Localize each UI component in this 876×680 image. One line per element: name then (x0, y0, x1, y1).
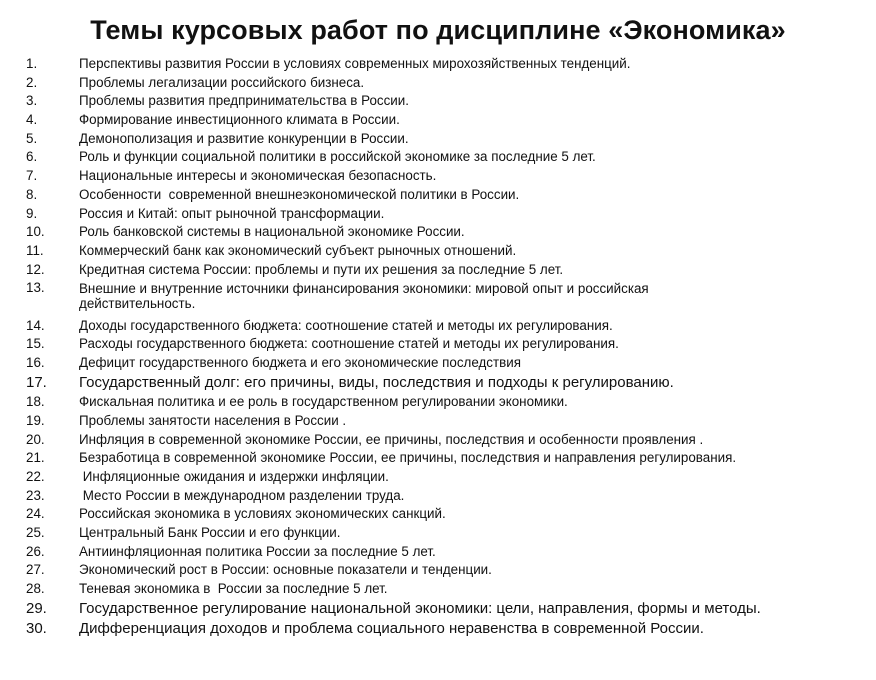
topic-text: Перспективы развития России в условиях современных мирохозяйственных тенденций. (79, 56, 631, 71)
topic-text: Проблемы легализации российского бизнеса. (79, 74, 365, 90)
topic-text: Теневая экономика в России за последние 5 лет. (79, 581, 388, 597)
topic-item (0, 619, 876, 640)
topic-text: Дефицит государственного бюджета и его экономические последствия (79, 355, 521, 371)
topic-text: Роль банковской системы в национальной экономике России. (79, 224, 465, 240)
topic-number: 2. (26, 74, 38, 90)
topic-text: Внешние и внутренние источники финансирования экономики: мировой опыт и российская действительность. (79, 281, 649, 312)
topic-item (0, 74, 876, 93)
topic-text: Государственное регулирование национальной экономики: цели, направления, формы и методы. (79, 599, 761, 617)
topic-item (0, 487, 876, 506)
topic-number: 7. (26, 168, 38, 184)
topic-text: Дифференциация доходов и проблема социального неравенства в современной России. (79, 620, 704, 638)
topic-item (0, 92, 876, 111)
topic-text: Доходы государственного бюджета: соотношение статей и методы их регулирования. (79, 317, 613, 333)
topic-number: 13. (26, 280, 45, 296)
topic-item (0, 354, 876, 373)
topic-number: 17. (26, 373, 47, 391)
topic-item (0, 55, 876, 74)
topic-text: Коммерческий банк как экономический субъект рыночных отношений. (79, 242, 517, 258)
topic-number: 9. (26, 205, 38, 221)
topic-number: 27. (26, 562, 45, 578)
topic-item (0, 167, 876, 186)
topic-number: 1. (26, 56, 38, 71)
topic-item (0, 449, 876, 468)
topic-number: 12. (26, 261, 45, 277)
topic-number: 15. (26, 336, 45, 352)
topic-number: 16. (26, 355, 45, 371)
topic-number: 3. (26, 93, 38, 109)
topic-number: 18. (26, 394, 45, 410)
topic-text: Кредитная система России: проблемы и пути их решения за последние 5 лет. (79, 261, 564, 277)
topic-number: 14. (26, 317, 45, 333)
topic-number: 6. (26, 149, 38, 165)
topic-list (0, 55, 876, 640)
topic-number: 29. (26, 599, 47, 617)
topic-text: Особенности современной внешнеэкономической политики в России. (79, 186, 520, 202)
topic-item (0, 335, 876, 354)
topic-number: 28. (26, 581, 45, 597)
topic-item (0, 242, 876, 261)
topic-item (0, 431, 876, 450)
topic-number: 11. (26, 242, 44, 258)
topic-item (0, 393, 876, 412)
topic-number: 30. (26, 620, 47, 638)
topic-item (0, 561, 876, 580)
topic-text: Роль и функции социальной политики в российской экономике за последние 5 лет. (79, 149, 596, 165)
topic-number: 8. (26, 186, 38, 202)
topic-number: 20. (26, 431, 45, 447)
page-title: Темы курсовых работ по дисциплине «Экономика» (90, 15, 786, 45)
topic-text: Формирование инвестиционного климата в России. (79, 112, 400, 128)
topic-number: 19. (26, 412, 45, 428)
topic-item (0, 261, 876, 280)
topic-text: Национальные интересы и экономическая безопасность. (79, 168, 437, 184)
topic-item (0, 505, 876, 524)
topic-item (0, 599, 876, 620)
topic-number: 23. (26, 487, 45, 503)
topic-text: Проблемы развития предпринимательства в России. (79, 93, 409, 109)
topic-item (0, 412, 876, 431)
topic-text: Демонополизация и развитие конкуренции в России. (79, 130, 409, 146)
topic-item (0, 543, 876, 562)
topic-number: 22. (26, 468, 45, 484)
topic-text: Россия и Китай: опыт рыночной трансформации. (79, 205, 385, 221)
topic-number: 10. (26, 224, 45, 240)
topic-item (0, 317, 876, 336)
topic-item (0, 186, 876, 205)
topic-text: Антиинфляционная политика России за последние 5 лет. (79, 543, 436, 559)
topic-text: Расходы государственного бюджета: соотношение статей и методы их регулирования. (79, 336, 619, 352)
topic-item (0, 205, 876, 224)
topic-text: Безработица в современной экономике России, ее причины, последствия и направления регулирования. (79, 450, 737, 466)
topic-item (0, 468, 876, 487)
topic-item (0, 580, 876, 599)
topic-text: Инфляционные ожидания и издержки инфляции. (79, 468, 389, 484)
topic-number: 26. (26, 543, 45, 559)
topic-text: Экономический рост в России: основные показатели и тенденции. (79, 562, 492, 578)
topic-item (0, 111, 876, 130)
topic-number: 5. (26, 130, 38, 146)
topic-text: Государственный долг: его причины, виды, последствия и подходы к регулированию. (79, 373, 674, 391)
topic-item (0, 279, 876, 316)
topic-item (0, 130, 876, 149)
topic-text: Инфляция в современной экономике России, ее причины, последствия и особенности проявления . (79, 431, 704, 447)
topic-text: Центральный Банк России и его функции. (79, 525, 341, 541)
topic-number: 21. (26, 450, 45, 466)
topic-item (0, 223, 876, 242)
topic-number: 4. (26, 112, 38, 128)
topic-item (0, 524, 876, 543)
topic-text: Фискальная политика и ее роль в государственном регулировании экономики. (79, 394, 568, 410)
topic-item (0, 148, 876, 167)
topic-text: Российская экономика в условиях экономических санкций. (79, 506, 446, 522)
topic-number: 24. (26, 506, 45, 522)
topic-text: Место России в международном разделении труда. (79, 487, 405, 503)
topic-number: 25. (26, 525, 45, 541)
topic-item (0, 373, 876, 394)
topic-text: Проблемы занятости населения в России . (79, 412, 347, 428)
